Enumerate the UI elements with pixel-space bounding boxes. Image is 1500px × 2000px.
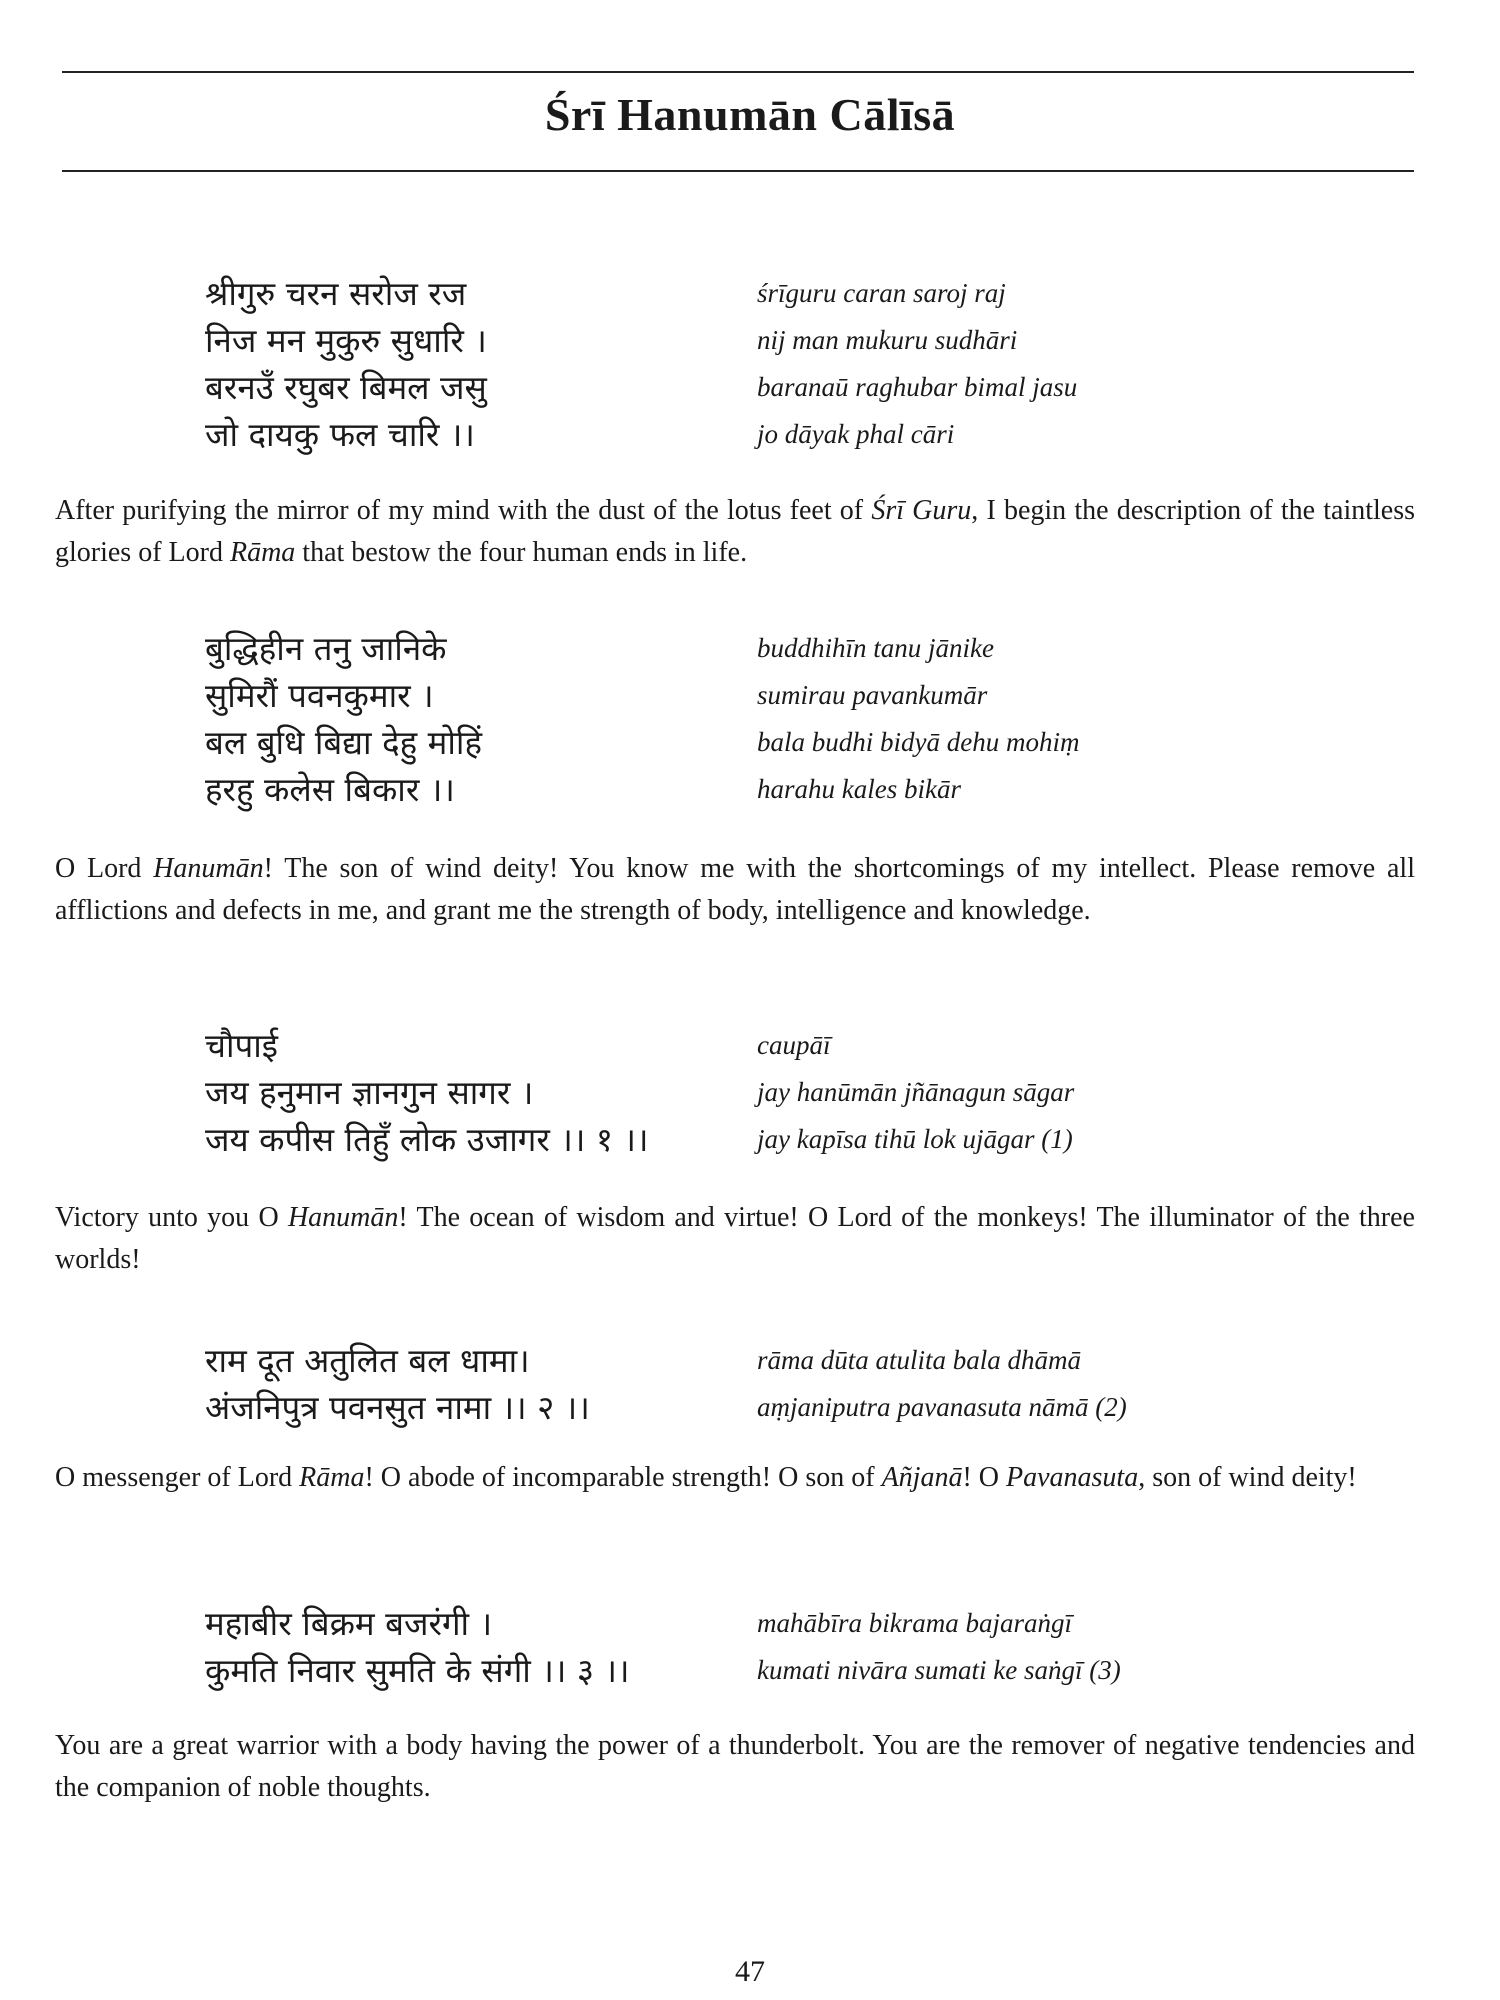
verse-line (0, 1022, 1500, 1069)
translation-paragraph (55, 490, 1415, 574)
translation-text: , son of wind deity! (1138, 1462, 1357, 1493)
transliteration-text: jo dāyak phal cāri (757, 419, 955, 449)
verse-block (0, 625, 1500, 813)
verse-line (0, 1337, 1500, 1384)
verse-line (0, 1647, 1500, 1694)
devanagari-text: राम दूत अतुलित बल धामा। (205, 1341, 530, 1380)
verse-line (0, 672, 1500, 719)
translation-text: O messenger of Lord (55, 1462, 300, 1493)
verse-line (0, 1600, 1500, 1647)
emphasized-term: Hanumān (153, 853, 264, 884)
verse-line (0, 625, 1500, 672)
devanagari-text: महाबीर बिक्रम बजरंगी । (205, 1604, 493, 1643)
emphasized-term: Pavanasuta (1006, 1462, 1139, 1493)
verse-line (0, 317, 1500, 364)
devanagari-text: जय हनुमान ज्ञानगुन सागर । (205, 1073, 534, 1112)
translation-paragraph (55, 1197, 1415, 1281)
verse-line (0, 1116, 1500, 1163)
translation-text: O Lord (55, 853, 154, 884)
emphasized-term: Añjanā (881, 1462, 963, 1493)
verse-line (0, 719, 1500, 766)
devanagari-text: अंजनिपुत्र पवनसुत नामा ।। २ ।। (205, 1388, 590, 1427)
translation-text: ! The ocean of wisdom and virtue! O Lord of the monkeys! The illuminator of the three worlds! (55, 1202, 1415, 1275)
verse-line (0, 1069, 1500, 1116)
transliteration-text: buddhihīn tanu jānike (757, 633, 994, 663)
verse-block (0, 270, 1500, 458)
devanagari-text: जय कपीस तिहुँ लोक उजागर ।। १ ।। (205, 1120, 649, 1159)
devanagari-text: बुद्धिहीन तनु जानिके (205, 629, 447, 668)
transliteration-text: baranaū raghubar bimal jasu (757, 372, 1078, 402)
devanagari-text: सुमिरौं पवनकुमार । (205, 676, 434, 715)
translation-text: that bestow the four human ends in life. (295, 537, 748, 568)
devanagari-text: बल बुधि बिद्या देहु मोहिं (205, 723, 482, 762)
title-underline-rule (62, 170, 1414, 172)
devanagari-text: बरनउँ रघुबर बिमल जसु (205, 368, 487, 407)
verse-block (0, 1337, 1500, 1431)
transliteration-text: bala budhi bidyā dehu mohiṃ (757, 727, 1080, 757)
emphasized-term: Rāma (299, 1462, 365, 1493)
translation-text: You are a great warrior with a body having the power of a thunderbolt. You are the remover of negative tendencies and the companion of noble thoughts. (55, 1730, 1415, 1803)
devanagari-text: जो दायकु फल चारि ।। (205, 415, 475, 454)
devanagari-text: कुमति निवार सुमति के संगी ।। ३ ।। (205, 1651, 630, 1690)
devanagari-text: निज मन मुकुरु सुधारि । (205, 321, 487, 360)
verse-line (0, 1384, 1500, 1431)
translation-text: ! The son of wind deity! You know me with the shortcomings of my intellect. Please remove all afflictions and defects in me, and grant me the strength of body, intelligence and knowledge. (55, 853, 1415, 926)
verse-line (0, 270, 1500, 317)
transliteration-text: śrīguru caran saroj raj (757, 278, 1006, 308)
transliteration-text: jay hanūmān jñānagun sāgar (757, 1077, 1075, 1107)
page-number: 47 (735, 1955, 765, 1988)
translation-paragraph (55, 848, 1415, 932)
verse-block (0, 1022, 1500, 1163)
verse-line (0, 411, 1500, 458)
devanagari-text: श्रीगुरु चरन सरोज रज (205, 274, 467, 313)
translation-text: , I begin the description of the taintless glories of Lord (55, 495, 1416, 568)
transliteration-text: rāma dūta atulita bala dhāmā (757, 1345, 1082, 1375)
translation-text: ! O (962, 1462, 1006, 1493)
emphasized-term: Śrī Guru (871, 495, 972, 526)
transliteration-text: jay kapīsa tihū lok ujāgar (1) (757, 1124, 1073, 1154)
page-title: Śrī Hanumān Cālīsā (544, 89, 956, 140)
transliteration-text: nij man mukuru sudhāri (757, 325, 1018, 355)
emphasized-term: Hanumān (287, 1202, 399, 1233)
translation-text: After purifying the mirror of my mind with the dust of the lotus feet of (55, 495, 872, 526)
transliteration-text: harahu kales bikār (757, 774, 961, 804)
transliteration-text: caupāī (757, 1030, 831, 1060)
translation-text: Victory unto you O (55, 1202, 288, 1233)
verse-line (0, 766, 1500, 813)
translation-paragraph (55, 1457, 1415, 1499)
verse-block (0, 1600, 1500, 1694)
transliteration-text: mahābīra bikrama bajaraṅgī (757, 1608, 1073, 1638)
translation-text: ! O abode of incomparable strength! O son of (364, 1462, 882, 1493)
verse-line (0, 364, 1500, 411)
top-rule (62, 71, 1414, 73)
devanagari-text: हरहु कलेस बिकार ।। (205, 770, 455, 809)
transliteration-text: kumati nivāra sumati ke saṅgī (3) (757, 1655, 1121, 1685)
devanagari-text: चौपाई (205, 1026, 278, 1065)
transliteration-text: aṃjaniputra pavanasuta nāmā (2) (757, 1392, 1127, 1422)
translation-paragraph (55, 1725, 1415, 1809)
emphasized-term: Rāma (229, 537, 296, 568)
transliteration-text: sumirau pavankumār (757, 680, 988, 710)
